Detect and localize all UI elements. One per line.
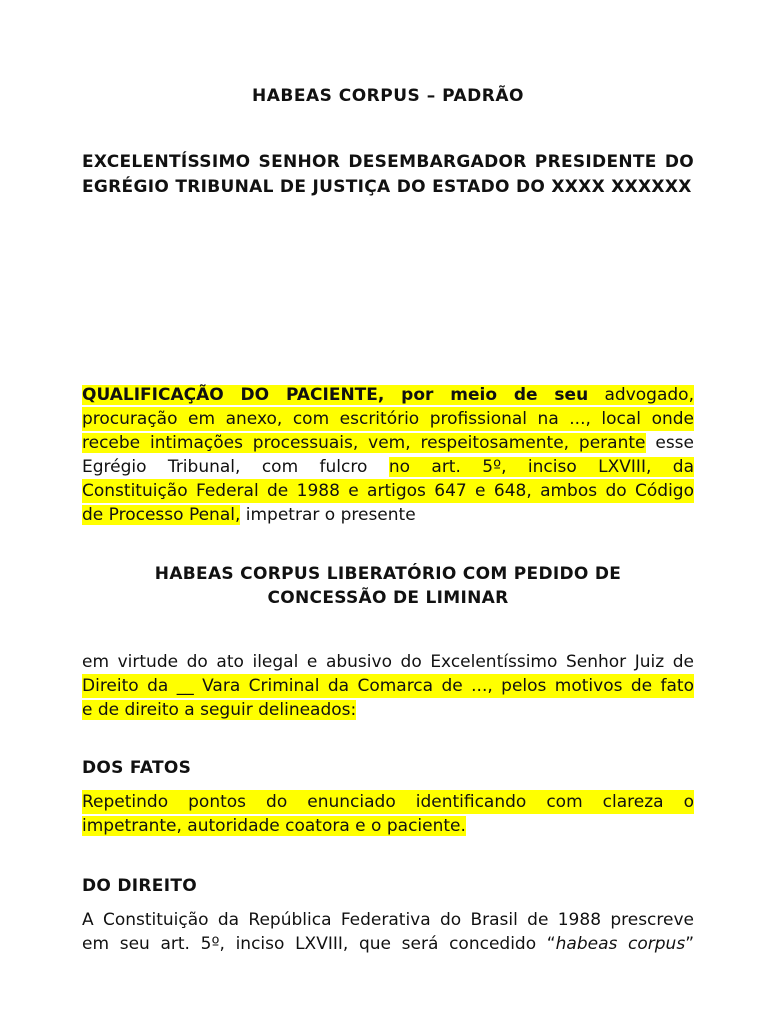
facts-heading: DOS FATOS xyxy=(82,758,192,778)
virtue-line-3 xyxy=(82,698,694,722)
qualification-line-1 xyxy=(82,383,694,407)
facts-line-2 xyxy=(82,814,694,838)
facts-highlight: impetrante, autoridade coatora e o paciente. xyxy=(82,816,466,836)
qualification-line-6 xyxy=(82,503,694,527)
law-line-1: A Constituição da República Federativa do Brasil de 1988 prescreve xyxy=(82,910,694,930)
facts-line-1: Repetindo pontos do enunciado identificando com clareza o xyxy=(82,792,694,812)
habeas-corpus-name xyxy=(82,562,694,610)
virtue-line-2: Direito da __ Vara Criminal da Comarca de ..., pelos motivos de fato xyxy=(82,676,694,696)
document-title: HABEAS CORPUS – PADRÃO xyxy=(251,86,524,106)
qualification-text: Egrégio Tribunal, com fulcro xyxy=(82,457,389,477)
law-text: em seu art. 5º, inciso LXVIII, que será concedido “ xyxy=(82,934,556,954)
qualification-line-2: procuração em anexo, com escritório profissional na ..., local onde xyxy=(82,409,694,429)
qualification-highlight: no art. 5º, inciso LXVIII, da xyxy=(388,457,694,477)
qualification-highlight-bold: QUALIFICAÇÃO DO PACIENTE, por meio de seu xyxy=(82,385,589,405)
virtue-paragraph xyxy=(82,650,694,722)
qualification-text: impetrar o presente xyxy=(240,505,416,525)
qualification-highlight: advogado, xyxy=(588,385,694,405)
qualification-paragraph xyxy=(82,383,694,527)
law-closing-quote: ” xyxy=(685,934,695,954)
qualification-text: esse xyxy=(645,433,694,453)
virtue-highlight: e de direito a seguir delineados: xyxy=(82,700,357,720)
virtue-line-1: em virtude do ato ilegal e abusivo do Excelentíssimo Senhor Juiz de xyxy=(82,652,694,672)
qualification-highlight: recebe intimações processuais, vem, respeitosamente, perante xyxy=(82,433,646,453)
habeas-corpus-name-line-1: HABEAS CORPUS LIBERATÓRIO COM PEDIDO DE xyxy=(154,564,622,584)
qualification-line-4 xyxy=(82,455,694,479)
qualification-line-5: Constituição Federal de 1988 e artigos 647 e 648, ambos do Código xyxy=(82,481,694,501)
facts-paragraph xyxy=(82,790,694,838)
qualification-highlight: de Processo Penal, xyxy=(82,505,241,525)
addressee-heading: EXCELENTÍSSIMO SENHOR DESEMBARGADOR PRESIDENTE DO EGRÉGIO TRIBUNAL DE JUSTIÇA DO ESTADO DO XXXX XXXXXX xyxy=(82,152,694,197)
qualification-line-3 xyxy=(82,431,694,455)
law-heading: DO DIREITO xyxy=(82,876,197,896)
law-paragraph xyxy=(82,908,694,956)
habeas-corpus-name-line-2: CONCESSÃO DE LIMINAR xyxy=(267,588,509,608)
law-italic-term: habeas corpus xyxy=(555,934,686,954)
law-line-2 xyxy=(82,932,694,956)
